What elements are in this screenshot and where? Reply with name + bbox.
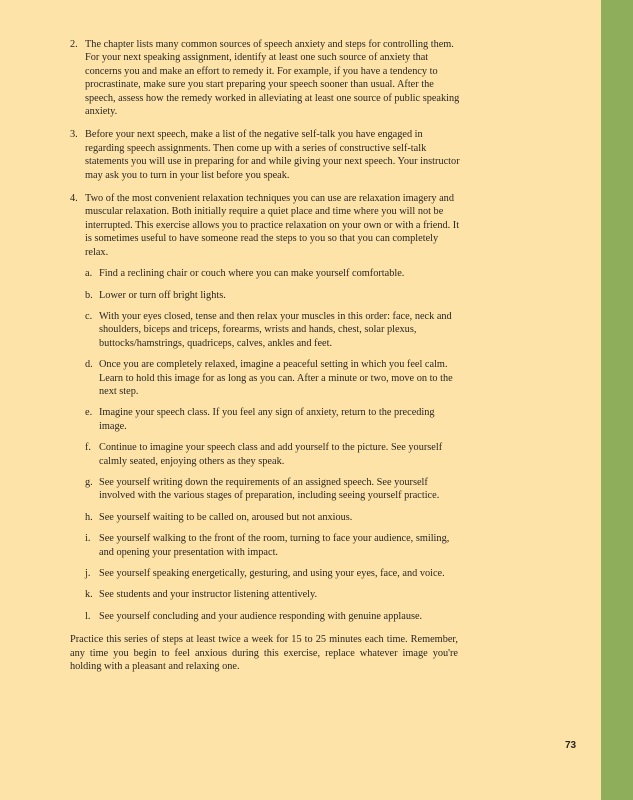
step-letter: f. — [85, 442, 92, 454]
item-number: 4. — [70, 193, 78, 205]
step-letter: e. — [85, 407, 93, 419]
step-item — [85, 567, 460, 580]
step-text: See students and your instructor listening attentively. — [99, 589, 318, 601]
step-item — [85, 358, 460, 398]
step-item — [85, 267, 460, 280]
step-letter: h. — [85, 511, 93, 523]
step-letter: c. — [85, 310, 93, 322]
step-text: See yourself writing down the requirements of an assigned speech. See yourself involved with the various stages of preparation, including seeing yourself practice. — [99, 476, 440, 502]
green-side-bar — [601, 0, 633, 800]
step-letter: b. — [85, 289, 93, 301]
step-letter: i. — [85, 533, 91, 545]
item-text: Before your next speech, make a list of the negative self-talk you have engaged in regarding speech assignments. Then come up with a series of constructive self-talk statements you will use in preparing for and while giving your next speech. Your instructor may ask you to turn in your list before you speak. — [85, 129, 460, 181]
step-item — [85, 406, 460, 433]
step-item — [85, 310, 460, 350]
step-text: With your eyes closed, tense and then relax your muscles in this order: face, neck and shoulders, biceps and triceps, forearms, wrists and hands, chest, solar plexus, buttocks/hamstrings, quadriceps, calves, ankles and feet. — [99, 310, 452, 349]
step-text: Lower or turn off bright lights. — [99, 289, 226, 301]
step-item — [85, 511, 460, 524]
page-content — [70, 38, 460, 673]
step-letter: k. — [85, 589, 93, 601]
step-letter: d. — [85, 359, 93, 371]
step-letter: g. — [85, 476, 93, 488]
item-number: 2. — [70, 39, 78, 50]
step-letter: a. — [85, 268, 93, 280]
step-item — [85, 610, 460, 623]
relaxation-steps-list — [85, 267, 460, 623]
step-text: See yourself speaking energetically, gesturing, and using your eyes, face, and voice. — [99, 568, 445, 579]
step-letter: l. — [85, 610, 91, 622]
item-text: The chapter lists many common sources of speech anxiety and steps for controlling them. For your next speaking assignment, identify at least one such source of anxiety that concerns you and make an effort to remedy it. For example, if you have a tendency to procrastinate, make sure you start preparing your speech sooner than usual. After the speech, assess how the remedy worked in alleviating at least one source of public speaking anxiety. — [85, 39, 460, 118]
step-letter: j. — [85, 568, 91, 579]
step-text: Find a reclining chair or couch where you can make yourself comfortable. — [99, 268, 405, 280]
exercise-item — [70, 38, 460, 118]
step-text: See yourself concluding and your audience responding with genuine applause. — [99, 610, 423, 622]
step-text: See yourself waiting to be called on, aroused but not anxious. — [99, 511, 353, 523]
step-text: See yourself walking to the front of the room, turning to face your audience, smiling, and opening your presentation with impact. — [99, 533, 450, 558]
item-number: 3. — [70, 129, 78, 141]
step-text: Continue to imagine your speech class and add yourself to the picture. See yourself calmly seated, enjoying others as they speak. — [99, 442, 443, 467]
step-text: Imagine your speech class. If you feel any sign of anxiety, return to the preceding image. — [99, 407, 435, 432]
step-item — [85, 289, 460, 302]
step-item — [85, 476, 460, 503]
exercise-item — [70, 192, 460, 623]
step-item — [85, 588, 460, 601]
page-number: 73 — [565, 740, 577, 751]
step-item — [85, 441, 460, 468]
exercise-item — [70, 128, 460, 182]
step-text: Once you are completely relaxed, imagine a peaceful setting in which you feel calm. Learn to hold this image for as long as you can. After a minute or two, move on to the next step. — [99, 359, 453, 397]
closing-paragraph: Practice this series of steps at least twice a week for 15 to 25 minutes each time. Remember, any time you begin to feel anxious during this exercise, replace whatever image you're holding with a pleasant and relaxing one. — [70, 634, 458, 673]
step-item — [85, 532, 460, 559]
item-text: Two of the most convenient relaxation techniques you can use are relaxation imagery and muscular relaxation. Both initially require a quiet place and time where you will not be interrupted. This exercise allows you to practice relaxation on your own or with a friend. It is sometimes useful to have someone read the steps to you so that you can completely relax. — [85, 193, 460, 258]
